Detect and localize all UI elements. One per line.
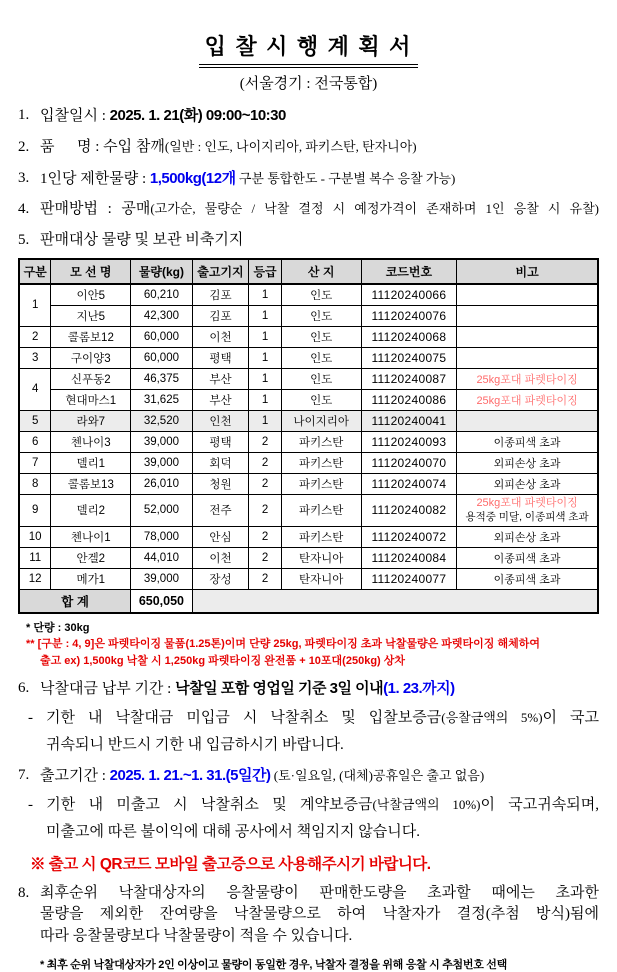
table-footnotes (18, 620, 599, 670)
item-3-body (40, 168, 599, 191)
cell-code: 11120240084 (361, 547, 457, 568)
cell-grade: 1 (249, 347, 281, 368)
qr-warning: ※ 출고 시 QR코드 모바일 출고증으로 사용해주시기 바랍니다. (30, 855, 431, 873)
item-6-body (40, 678, 599, 701)
cell-grade: 1 (249, 389, 281, 410)
cell-qty: 26,010 (131, 473, 192, 494)
cell-vessel: 메가1 (51, 568, 131, 589)
item-5-number: 5. (18, 232, 30, 248)
cell-group: 4 (19, 368, 51, 410)
table-row (19, 568, 598, 589)
cell-code: 11120240074 (361, 473, 457, 494)
item-5 (18, 230, 599, 252)
col-header-grade: 등급 (249, 259, 281, 284)
item-6-sub-line1-tail: 이 국고 (542, 709, 599, 726)
cell-note (457, 347, 598, 368)
cell-vessel: 델리1 (51, 452, 131, 473)
cell-origin: 파키스탄 (281, 494, 361, 526)
cell-vessel: 안겔2 (51, 547, 131, 568)
col-header-depot: 출고기지 (192, 259, 249, 284)
col-header-code: 코드번호 (361, 259, 457, 284)
col-header-origin: 산 지 (281, 259, 361, 284)
cell-origin: 나이지리아 (281, 410, 361, 431)
page-subtitle: (서울경기 : 전국통합) (239, 76, 378, 92)
item-2-value: 수입 참깨 (103, 138, 165, 155)
cell-note: 외피손상 초과 (457, 452, 598, 473)
item-5-label: 판매대상 물량 및 보관 비축기지 (40, 232, 244, 248)
cell-code: 11120240068 (361, 326, 457, 347)
cell-depot: 김포 (192, 305, 249, 326)
item-1-body (40, 105, 599, 128)
item-8-line1: 최후순위 낙찰대상자의 응찰물량이 판매한도량을 초과할 때에는 초과한 (40, 884, 599, 901)
item-2-paren: (일반 : 인도, 나이지리아, 파키스탄, 탄자니아) (164, 138, 417, 154)
cell-note: 이종피색 초과 (457, 547, 598, 568)
cell-origin: 파키스탄 (281, 473, 361, 494)
cell-origin: 인도 (281, 368, 361, 389)
cell-note: 이종피색 초과 (457, 431, 598, 452)
cell-qty: 52,000 (131, 494, 192, 526)
items-list (18, 105, 599, 252)
item-6-sub-line1 (18, 708, 599, 730)
cell-code: 11120240087 (361, 368, 457, 389)
item-7-sub-line2: 미출고에 따른 불이익에 대해 공사에서 책임지지 않습니다. (46, 823, 421, 840)
bid-lot-table (18, 258, 599, 614)
footnote-pallet-line1: ** [구분 : 4, 9]은 파렛타이징 물품(1.25톤)이며 단량 25kg, 파렛타이징 초과 낙찰물량은 파렛타이징 해체하여 (26, 638, 540, 651)
cell-qty: 39,000 (131, 452, 192, 473)
cell-code: 11120240072 (361, 526, 457, 547)
cell-depot: 평택 (192, 431, 249, 452)
page-title (18, 30, 599, 68)
item-4 (18, 199, 599, 221)
table-row (19, 368, 598, 389)
col-header-vessel: 모 선 명 (51, 259, 131, 284)
cell-depot: 부산 (192, 368, 249, 389)
item-8-line2: 물량을 제외한 잔여량을 낙찰물량으로 하여 낙찰자가 결정(추첨 방식)됨에 (40, 906, 599, 923)
item-1-number: 1. (18, 107, 30, 123)
cell-depot: 회덕 (192, 452, 249, 473)
col-header-qty: 물량(kg) (131, 259, 192, 284)
header-row (19, 259, 598, 284)
table-row (19, 452, 598, 473)
table-row (19, 473, 598, 494)
cell-qty: 60,210 (131, 284, 192, 306)
cell-note: 외피손상 초과 (457, 473, 598, 494)
cell-grade: 1 (249, 284, 281, 306)
table-row (19, 431, 598, 452)
total-empty-cell (192, 589, 598, 613)
cell-code: 11120240066 (361, 284, 457, 306)
cell-origin: 인도 (281, 347, 361, 368)
cell-depot: 김포 (192, 284, 249, 306)
cell-group: 7 (19, 452, 51, 473)
item-3-number: 3. (18, 169, 30, 186)
item-2 (18, 137, 599, 159)
item-6-label: 낙찰대금 납부 기간 : (40, 681, 176, 698)
bid-table-head (19, 259, 598, 284)
page-title-text: 입 찰 시 행 계 획 서 (199, 30, 419, 68)
cell-vessel: 이안5 (51, 284, 131, 306)
cell-code: 11120240086 (361, 389, 457, 410)
item-6-deadline: (1. 23.까지) (383, 680, 455, 698)
item-1-label: 입찰일시 : (40, 108, 110, 124)
cell-group: 5 (19, 410, 51, 431)
footnote-pallet-line2: 출고 ex) 1,500kg 낙찰 시 1,250kg 파렛타이징 완전품 + 10포대(250kg) 상차 (40, 654, 406, 667)
cell-code: 11120240076 (361, 305, 457, 326)
cell-origin: 파키스탄 (281, 526, 361, 547)
table-row (19, 526, 598, 547)
cell-depot: 장성 (192, 568, 249, 589)
item-4-number: 4. (18, 201, 30, 218)
cell-group: 11 (19, 547, 51, 568)
cell-depot: 이천 (192, 547, 249, 568)
item-7 (18, 765, 599, 788)
total-qty-cell: 650,050 (131, 589, 192, 613)
item-6-bold: 낙찰일 포함 영업일 기준 3일 이내 (175, 680, 384, 698)
cell-grade: 1 (249, 410, 281, 431)
col-header-group: 구분 (19, 259, 51, 284)
cell-grade: 1 (249, 368, 281, 389)
cell-qty: 39,000 (131, 568, 192, 589)
item-7-period: 2025. 1. 21.~1. 31.(5일간) (109, 767, 271, 785)
cell-group: 10 (19, 526, 51, 547)
total-label-cell: 합 계 (19, 589, 131, 613)
item-7-number: 7. (18, 767, 30, 784)
cell-code: 11120240041 (361, 410, 457, 431)
item-6-number: 6. (18, 680, 30, 697)
cell-grade: 2 (249, 473, 281, 494)
cell-depot: 안심 (192, 526, 249, 547)
cell-group: 12 (19, 568, 51, 589)
cell-qty: 42,300 (131, 305, 192, 326)
cell-grade: 2 (249, 526, 281, 547)
cell-depot: 이천 (192, 326, 249, 347)
cell-origin: 인도 (281, 326, 361, 347)
cell-vessel: 콜롬보12 (51, 326, 131, 347)
cell-note (457, 326, 598, 347)
cell-grade: 1 (249, 305, 281, 326)
item-7-body (40, 765, 599, 788)
cell-vessel: 첸나이3 (51, 431, 131, 452)
cell-depot: 부산 (192, 389, 249, 410)
item-6-sub-line1-paren: (응찰금액의 5%) (441, 709, 543, 725)
bid-table-body (19, 284, 598, 613)
cell-group: 3 (19, 347, 51, 368)
cell-grade: 2 (249, 494, 281, 526)
item-7-label: 출고기간 : (40, 768, 110, 785)
col-header-note: 비고 (457, 259, 598, 284)
cell-grade: 2 (249, 547, 281, 568)
item-6-sub-line1-text: - 기한 내 낙찰대금 미입금 시 낙찰취소 및 입찰보증금 (28, 709, 442, 726)
cell-origin: 파키스탄 (281, 431, 361, 452)
cell-note (457, 494, 598, 526)
cell-vessel: 콜롬보13 (51, 473, 131, 494)
footnote-unit: * 단량 : 30kg (26, 621, 90, 634)
cell-code: 11120240093 (361, 431, 457, 452)
cell-vessel: 첸나이1 (51, 526, 131, 547)
cell-depot: 전주 (192, 494, 249, 526)
table-row (19, 547, 598, 568)
cell-note-line1: 25kg포대 파렛타이징 (476, 496, 578, 509)
cell-qty: 46,375 (131, 368, 192, 389)
cell-qty: 60,000 (131, 326, 192, 347)
cell-note: 이종피색 초과 (457, 568, 598, 589)
cell-qty: 39,000 (131, 431, 192, 452)
item-8 (18, 883, 599, 948)
cell-note: 25kg포대 파렛타이징 (457, 389, 598, 410)
cell-group: 1 (19, 284, 51, 327)
cell-grade: 2 (249, 452, 281, 473)
item-7-sub-line1 (18, 795, 599, 817)
cell-group: 8 (19, 473, 51, 494)
cell-origin: 인도 (281, 389, 361, 410)
item-3 (18, 168, 599, 191)
item-4-label: 판매방법 : (40, 201, 122, 218)
cell-origin: 인도 (281, 284, 361, 306)
cell-vessel: 신푸동2 (51, 368, 131, 389)
cell-vessel: 라와7 (51, 410, 131, 431)
cell-qty: 78,000 (131, 526, 192, 547)
item-8-body (40, 883, 599, 948)
item-3-label: 1인당 제한물량 : (40, 170, 150, 187)
item-1 (18, 105, 599, 128)
item-6 (18, 678, 599, 701)
cell-depot: 청원 (192, 473, 249, 494)
item-8-footnote: * 최후 순위 낙찰대상자가 2인 이상이고 물량이 동일한 경우, 낙찰자 결정을 위해 응찰 시 추첨번호 선택 (40, 958, 507, 971)
cell-group: 9 (19, 494, 51, 526)
cell-code: 11120240070 (361, 452, 457, 473)
item-4-value: 공매 (121, 201, 151, 218)
item-1-value: 2025. 1. 21(화) 09:00~10:30 (109, 107, 286, 124)
item-4-body (40, 199, 599, 221)
cell-depot: 인천 (192, 410, 249, 431)
cell-group: 6 (19, 431, 51, 452)
cell-grade: 2 (249, 568, 281, 589)
table-row (19, 326, 598, 347)
table-row (19, 284, 598, 306)
cell-code: 11120240075 (361, 347, 457, 368)
item-3-rest: 구분 통합한도 - 구분별 복수 응찰 가능) (235, 170, 456, 186)
item-7-sub-line1-text: - 기한 내 미출고 시 낙찰취소 및 계약보증금 (28, 797, 373, 814)
item-4-paren: (고가순, 물량순 / 낙찰 결정 시 예정가격이 존재하며 1인 응찰 시 유찰) (150, 201, 599, 217)
item-7-paren: (토·일요일, (대체)공휴일은 출고 없음) (270, 768, 485, 784)
cell-code: 11120240082 (361, 494, 457, 526)
item-2-label: 품 명 : (40, 138, 104, 155)
cell-origin: 파키스탄 (281, 452, 361, 473)
table-row (19, 389, 598, 410)
total-row (19, 589, 598, 613)
cell-note-line2: 용적중 미달, 이종피색 초과 (465, 510, 589, 523)
cell-grade: 1 (249, 326, 281, 347)
cell-origin: 탄자니아 (281, 568, 361, 589)
item-2-number: 2. (18, 138, 30, 155)
cell-vessel: 지난5 (51, 305, 131, 326)
cell-depot: 평택 (192, 347, 249, 368)
cell-origin: 탄자니아 (281, 547, 361, 568)
cell-origin: 인도 (281, 305, 361, 326)
cell-group: 2 (19, 326, 51, 347)
items-list-lower (18, 678, 599, 972)
cell-grade: 2 (249, 431, 281, 452)
cell-qty: 32,520 (131, 410, 192, 431)
cell-qty: 44,010 (131, 547, 192, 568)
cell-note (457, 284, 598, 306)
item-3-highlight: 1,500kg(12개 (149, 169, 236, 187)
cell-qty: 60,000 (131, 347, 192, 368)
item-7-sub-line1-tail: 이 국고귀속되며, (480, 797, 599, 814)
cell-note: 25kg포대 파렛타이징 (457, 368, 598, 389)
table-row (19, 347, 598, 368)
cell-qty: 31,625 (131, 389, 192, 410)
cell-vessel: 델리2 (51, 494, 131, 526)
cell-vessel: 현대마스1 (51, 389, 131, 410)
cell-note (457, 305, 598, 326)
table-row (19, 410, 598, 431)
item-7-sub-line1-paren: (낙찰금액의 10%) (372, 797, 481, 813)
table-row (19, 305, 598, 326)
cell-note (457, 410, 598, 431)
item-8-number: 8. (18, 884, 30, 901)
item-6-sub-line2: 귀속되니 반드시 기한 내 입금하시기 바랍니다. (46, 736, 344, 753)
cell-note: 외피손상 초과 (457, 526, 598, 547)
cell-code: 11120240077 (361, 568, 457, 589)
table-row (19, 494, 598, 526)
item-2-body (40, 137, 599, 159)
item-8-line3: 따라 응찰물량보다 낙찰물량이 적을 수 있습니다. (40, 928, 353, 945)
cell-vessel: 구이양3 (51, 347, 131, 368)
